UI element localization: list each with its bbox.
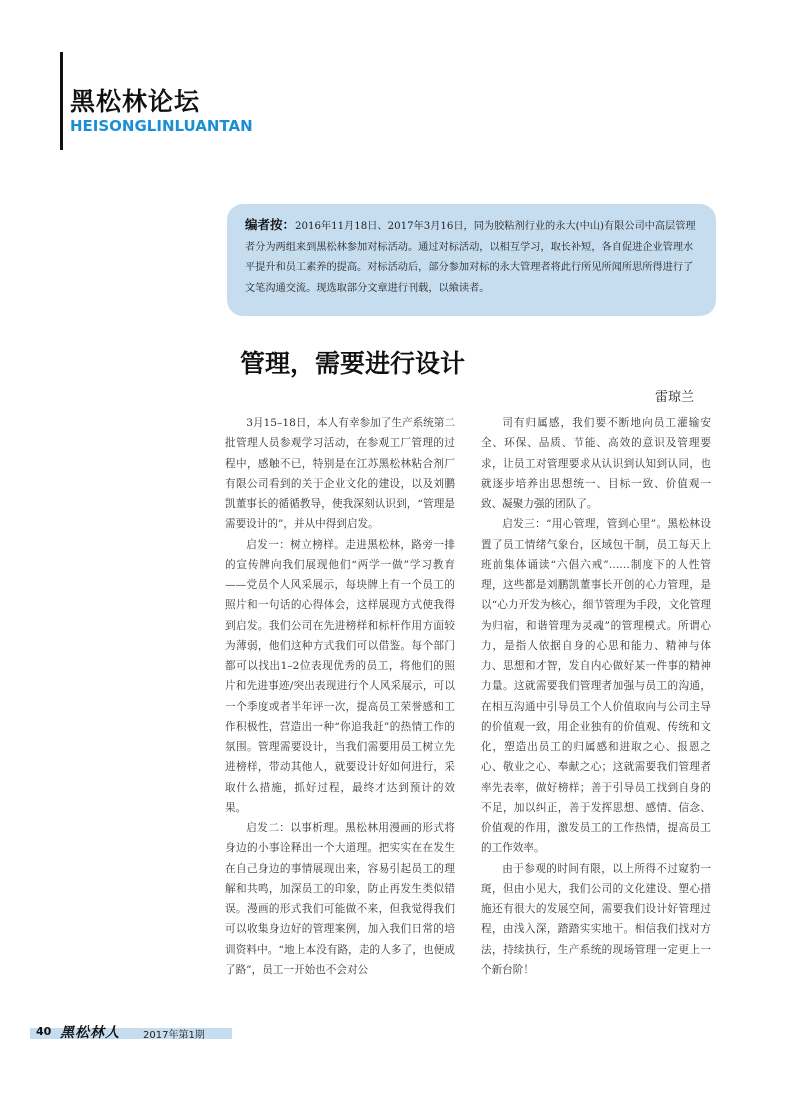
paragraph: 3月15–18日，本人有幸参加了生产系统第二批管理人员参观学习活动，在参观工厂管理的过程中，感触不已，特别是在江苏黑松林粘合剂厂有限公司看到的关于企业文化的建设，以及刘鹏凯董事长的循循教导，使我深刻认识到，“管理是需要设计的”，并从中得到启发。 — [225, 417, 455, 531]
article-author: 雷琼兰 — [655, 390, 695, 405]
editor-note-label: 编者按： — [245, 217, 296, 232]
section-title: 黑松林论坛 — [70, 87, 201, 116]
paragraph: 启发二：以事析理。黑松林用漫画的形式将身边的小事诠释出一个大道理。把实实在在发生在自己身边的事情展现出来，容易引起员工的理解和共鸣，加深员工的印象，防止再发生类似错误。漫画的形式我们可能做不来，但我觉得我们可以收集身边好的管理案例，加入我们日常的培训资料中。“地上本没有路，走的人多了，也便成了路”，员工一开始也不会对公 — [225, 822, 455, 976]
issue-label: 2017年第1期 — [143, 1030, 205, 1041]
paragraph: 由于参观的时间有限，以上所得不过窥豹一斑，但由小见大，我们公司的文化建设、塑心措施还有很大的发展空间，需要我们设计好管理过程，由浅入深，踏踏实实地干。相信我们找对方法，持续执行，生产系统的现场管理一定更上一个新台阶！ — [481, 862, 711, 976]
article-title: 管理，需要进行设计 — [240, 349, 466, 378]
page-number: 40 — [36, 1025, 52, 1038]
section-accent-bar — [60, 52, 63, 150]
magazine-logo: 黑松林人 — [60, 1025, 120, 1041]
article-column-left — [225, 413, 455, 980]
editor-note-box — [227, 204, 716, 316]
paragraph: 启发三：“用心管理，管到心里”。黑松林设置了员工情绪气象台，区域包干制，员工每天上班前集体诵读“六倡六戒”……制度下的人性管理，这些都是刘鹏凯董事长开创的心力管理，是以“心力开发为核心，细节管理为手段，文化管理为归宿，和谐管理为灵魂”的管理模式。所谓心力，是指人依据自身的心思和能力、精神与体力、思想和才智，发自内心做好某一件事的精神力量。这就需要我们管理者加强与员工的沟通，在相互沟通中引导员工个人价值取向与公司主导的价值观一致，用企业独有的价值观、传统和文化，塑造出员工的归属感和进取之心、报恩之心、敬业之心、奉献之心；这就需要我们管理者率先表率，做好榜样；善于引导员工找到自身的不足，加以纠正，善于发挥思想、感情、信念、价值观的作用，激发员工的工作热情，提高员工的工作效率。 — [481, 518, 711, 855]
paragraph: 启发一：树立榜样。走进黑松林，路旁一排的宣传牌向我们展现他们“两学一做”学习教育——党员个人风采展示，每块牌上有一个员工的照片和一句话的心得体会，这样展现方式使我得到启发。我们公司在先进榜样和标杆作用方面较为薄弱，他们这种方式我们可以借鉴。每个部门都可以找出1–2位表现优秀的员工，将他们的照片和先进事迹/突出表现进行个人风采展示，可以一个季度或者半年评一次，提高员工荣誉感和工作积极性，营造出一种“你追我赶”的热情工作的氛围。管理需要设计，当我们需要用员工树立先进榜样，带动其他人，就要设计好如何进行，采取什么措施，抓好过程，最终才达到预计的效果。 — [225, 538, 455, 814]
paragraph: 司有归属感，我们要不断地向员工灌输安全、环保、品质、节能、高效的意识及管理要求，让员工对管理要求从认识到认知到认同，也就逐步培养出思想统一、目标一致、价值观一致、凝聚力强的团队了。 — [481, 417, 711, 510]
article-column-right — [481, 413, 711, 980]
editor-note-text: 2016年11月18日、2017年3月16日，同为胶粘剂行业的永大(中山)有限公司中高层管理者分为两组来到黑松林参加对标活动。通过对标活动，以相互学习，取长补短，各自促进企业管理水平提升和员工素养的提高。对标活动后，部分参加对标的永大管理者将此行所见所闻所思所得进行了文笔沟通交流。现选取部分文章进行刊载，以飨读者。 — [245, 221, 696, 294]
section-subtitle: HEISONGLINLUANTAN — [70, 117, 253, 135]
